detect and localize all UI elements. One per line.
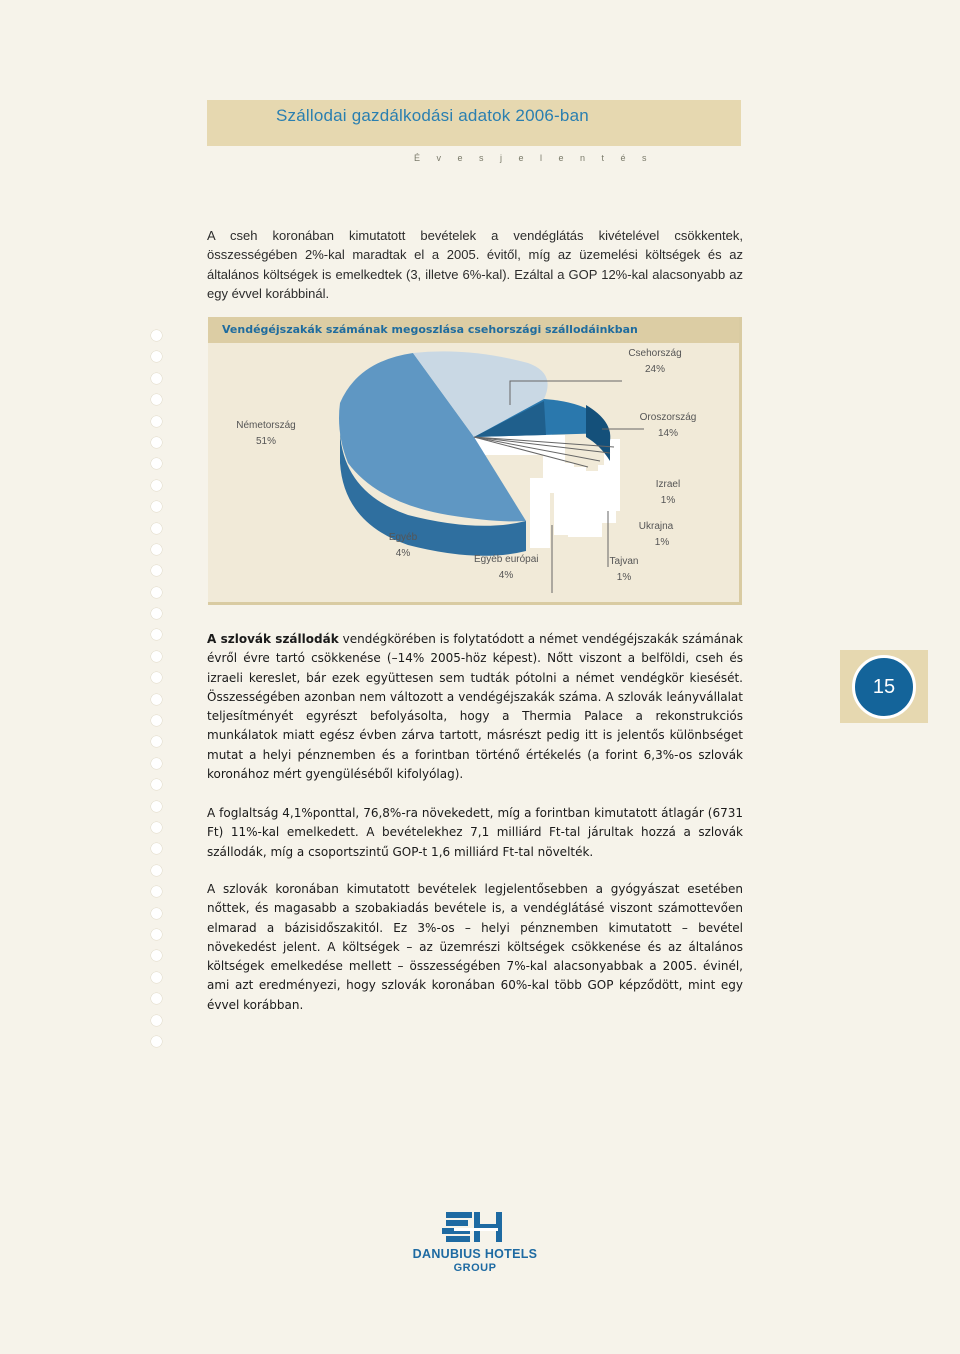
logo-line2: GROUP (453, 1262, 497, 1274)
binder-dot (151, 416, 162, 427)
paragraph-lead: A szlovák szállodák (207, 632, 339, 646)
binder-dot (151, 351, 162, 362)
danubius-logo (390, 1210, 560, 1280)
binder-dot (151, 501, 162, 512)
binder-dot (151, 373, 162, 384)
label-egyeb: Egyéb 4% (388, 532, 418, 559)
binder-dot (151, 651, 162, 662)
label-tajvan: Tajvan 1% (609, 556, 639, 583)
binder-dot (151, 993, 162, 1004)
chart-title: Vendégéjszakák számának megoszlása csehországi szállodáinkban (222, 323, 638, 336)
paragraph-slovak-hotels (207, 630, 743, 784)
logo-line1: DANUBIUS HOTELS (412, 1247, 538, 1261)
binder-dot (151, 736, 162, 747)
dh-monogram-icon (390, 1210, 560, 1246)
binder-dots (151, 330, 163, 1057)
paragraph-text: vendégkörében is folytatódott a német vendégéjszakák számának évről évre tartó csökkenése (–14% 2005-höz képest). Nőtt viszont a belföldi, cseh és izraeli kereslet, bár ezek együttesen sem tudták pótolni a német vendégkör kiesését. Összességében azonban nem változott a vendégéjszakák száma. A szlovák leányvállalat teljesítményét egyrészt befolyásolta, hogy a Thermia Palace a rekonstrukciós munkálatok miatt egész évben zárva tartott, másrészt pedig itt is jelentős különbséget mutat a helyi pénznemben és a forintban történő értékelés (a forint 6,3%-os szlovák koronához mért gyengüléséből kifolyólag). (207, 632, 743, 782)
binder-dot (151, 1036, 162, 1047)
binder-dot (151, 908, 162, 919)
intro-paragraph: A cseh koronában kimutatott bevételek a vendéglátás kivételével csökkentek, összességében 2%-kal maradtak el a 2005. évitől, míg az üzemelési költségek és az általános költségek is emelkedtek (3, illetve 6%-kal). Ezáltal a GOP 12%-kal alacsonyabb az egy évvel korábbinál. (207, 228, 743, 301)
binder-dot (151, 629, 162, 640)
page-subtitle: É v e s j e l e n t é s (414, 153, 654, 163)
binder-dot (151, 672, 162, 683)
binder-dot (151, 458, 162, 469)
binder-dot (151, 865, 162, 876)
binder-dot (151, 694, 162, 705)
binder-dot (151, 394, 162, 405)
page-number-badge (852, 655, 916, 719)
paragraph-revenue: A szlovák koronában kimutatott bevételek legjelentősebben a gyógyászat esetében nőttek, és magasabb a szobakiadás bevétele is, a vendéglátásé viszont számottevően elmarad a bázisidőszakitól. Ez 3%-os – helyi pénznemben kimutatott – bevétel növekedést jelent. A költségek – az üzemrészi költségek csökkenése és az általános költségek emelkedése mellett – összességében 7%-kal alacsonyabbak a 2005. évinél, ami azt eredményezi, hogy szlovák koronában 60%-kal több GOP képződött, mint egy évvel korábban. (207, 882, 743, 1012)
binder-dot (151, 929, 162, 940)
binder-dot (151, 565, 162, 576)
binder-dot (151, 972, 162, 983)
label-egyeb-europai: Egyéb európai 4% (474, 554, 539, 581)
binder-dot (151, 1015, 162, 1026)
paragraph-occupancy: A foglaltság 4,1%ponttal, 76,8%-ra növekedett, míg a forintban kimutatott átlagár (6731 Ft) 11%-kal emelkedett. A bevételekhez 7,1 milliárd Ft-tal járultak hozzá a szlovák szállodák, míg a csoportszintű GOP-t 1,6 milliárd Ft-tal növelték. (207, 806, 743, 859)
binder-dot (151, 886, 162, 897)
binder-dot (151, 779, 162, 790)
binder-dot (151, 544, 162, 555)
binder-dot (151, 843, 162, 854)
binder-dot (151, 758, 162, 769)
page-number: 15 (872, 676, 896, 698)
pie-slice-egyeb-europai (568, 467, 586, 537)
label-nemetorszag: Németország 51% (236, 420, 296, 447)
label-csehorszag: Csehország 24% (628, 348, 682, 375)
binder-dot (151, 330, 162, 341)
label-oroszorszag: Oroszország 14% (639, 412, 697, 439)
page-title: Szállodai gazdálkodási adatok 2006-ban (276, 106, 589, 125)
binder-dot (151, 801, 162, 812)
label-ukrajna: Ukrajna 1% (638, 521, 674, 548)
binder-dot (151, 587, 162, 598)
binder-dot (151, 715, 162, 726)
binder-dot (151, 608, 162, 619)
binder-dot (151, 523, 162, 534)
binder-dot (151, 480, 162, 491)
binder-dot (151, 950, 162, 961)
pie-chart (208, 317, 742, 605)
binder-dot (151, 822, 162, 833)
label-izrael: Izrael 1% (655, 479, 681, 506)
binder-dot (151, 437, 162, 448)
